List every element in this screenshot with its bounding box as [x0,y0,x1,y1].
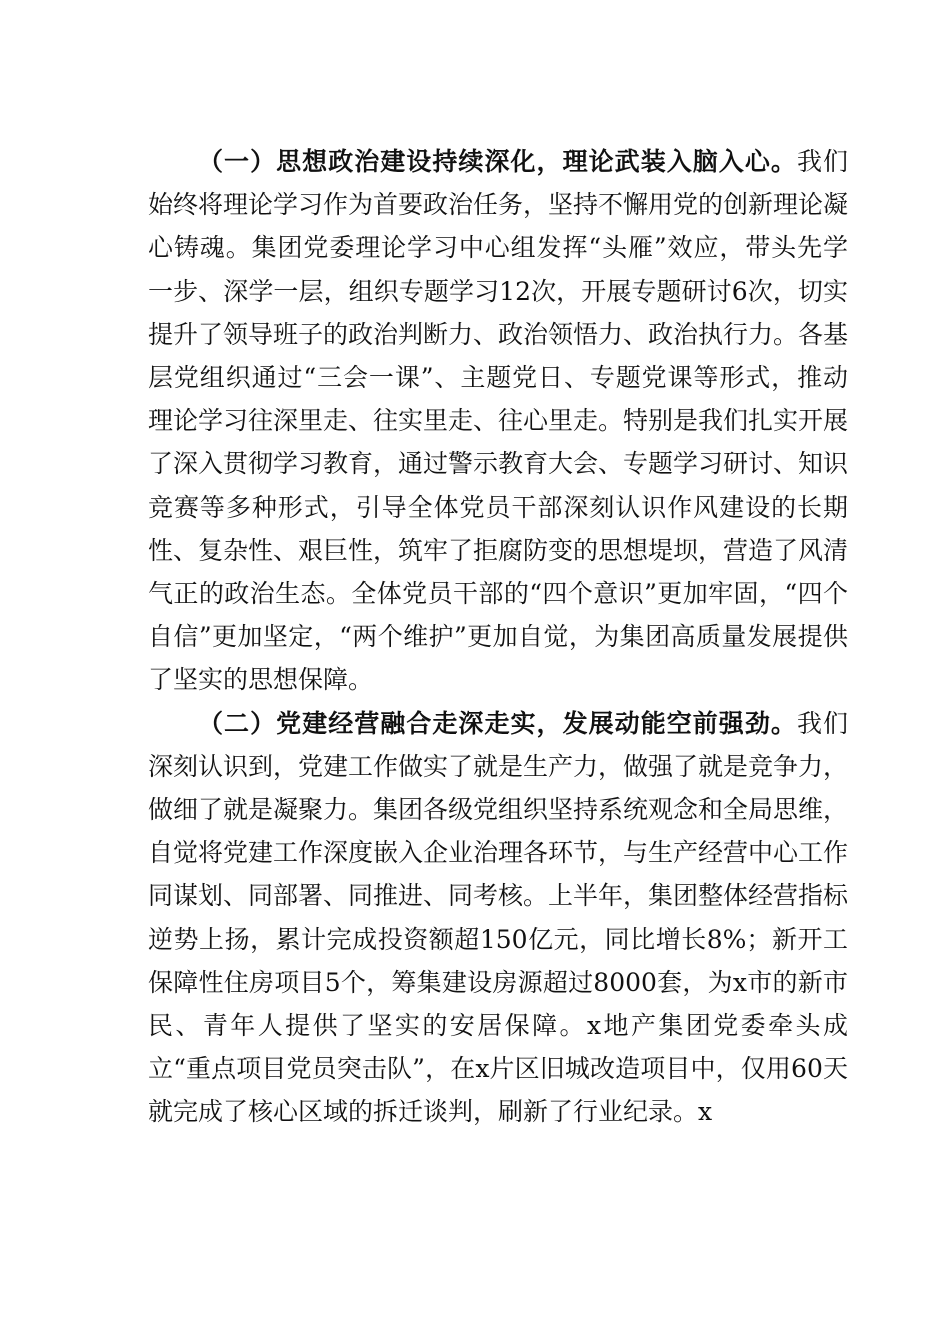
paragraph-heading: （二）党建经营融合走深走实，发展动能空前强劲。 [198,708,797,738]
paragraph-party-business-integration [148,702,848,1134]
paragraph-text: 我们始终将理论学习作为首要政治任务，坚持不懈用党的创新理论凝心铸魂。集团党委理论学习中心组发挥“头雁”效应，带头先学一步、深学一层，组织专题学习12次，开展专题研讨6次，切实提升了领导班子的政治判断力、政治领悟力、政治执行力。各基层党组织通过“三会一课”、主题党日、专题党课等形式，推动理论学习往深里走、往实里走、往心里走。特别是我们扎实开展了深入贯彻学习教育，通过警示教育大会、专题学习研讨、知识竞赛等多种形式，引导全体党员干部深刻认识作风建设的长期性、复杂性、艰巨性，筑牢了拒腐防变的思想堤坝，营造了风清气正的政治生态。全体党员干部的“四个意识”更加牢固，“四个自信”更加坚定，“两个维护”更加自觉，为集团高质量发展提供了坚实的思想保障。 [148,147,849,695]
paragraph-ideological-political [148,140,848,702]
paragraph-heading: （一）思想政治建设持续深化，理论武装入脑入心。 [198,147,797,176]
paragraph-text: 我们深刻认识到，党建工作做实了就是生产力，做强了就是竞争力，做细了就是凝聚力。集团各级党组织坚持系统观念和全局思维，自觉将党建工作深度嵌入企业治理各环节，与生产经营中心工作同谋划、同部署、同推进、同考核。上半年，集团整体经营指标逆势上扬，累计完成投资额超150亿元，同比增长8%；新开工保障性住房项目5个，筹集建设房源超过8000套，为x市的新市民、青年人提供了坚实的安居保障。x地产集团党委牵头成立“重点项目党员突击队”，在x片区旧城改造项目中，仅用60天就完成了核心区域的拆迁谈判，刷新了行业纪录。x [148,708,849,1127]
document-body [148,140,848,1134]
